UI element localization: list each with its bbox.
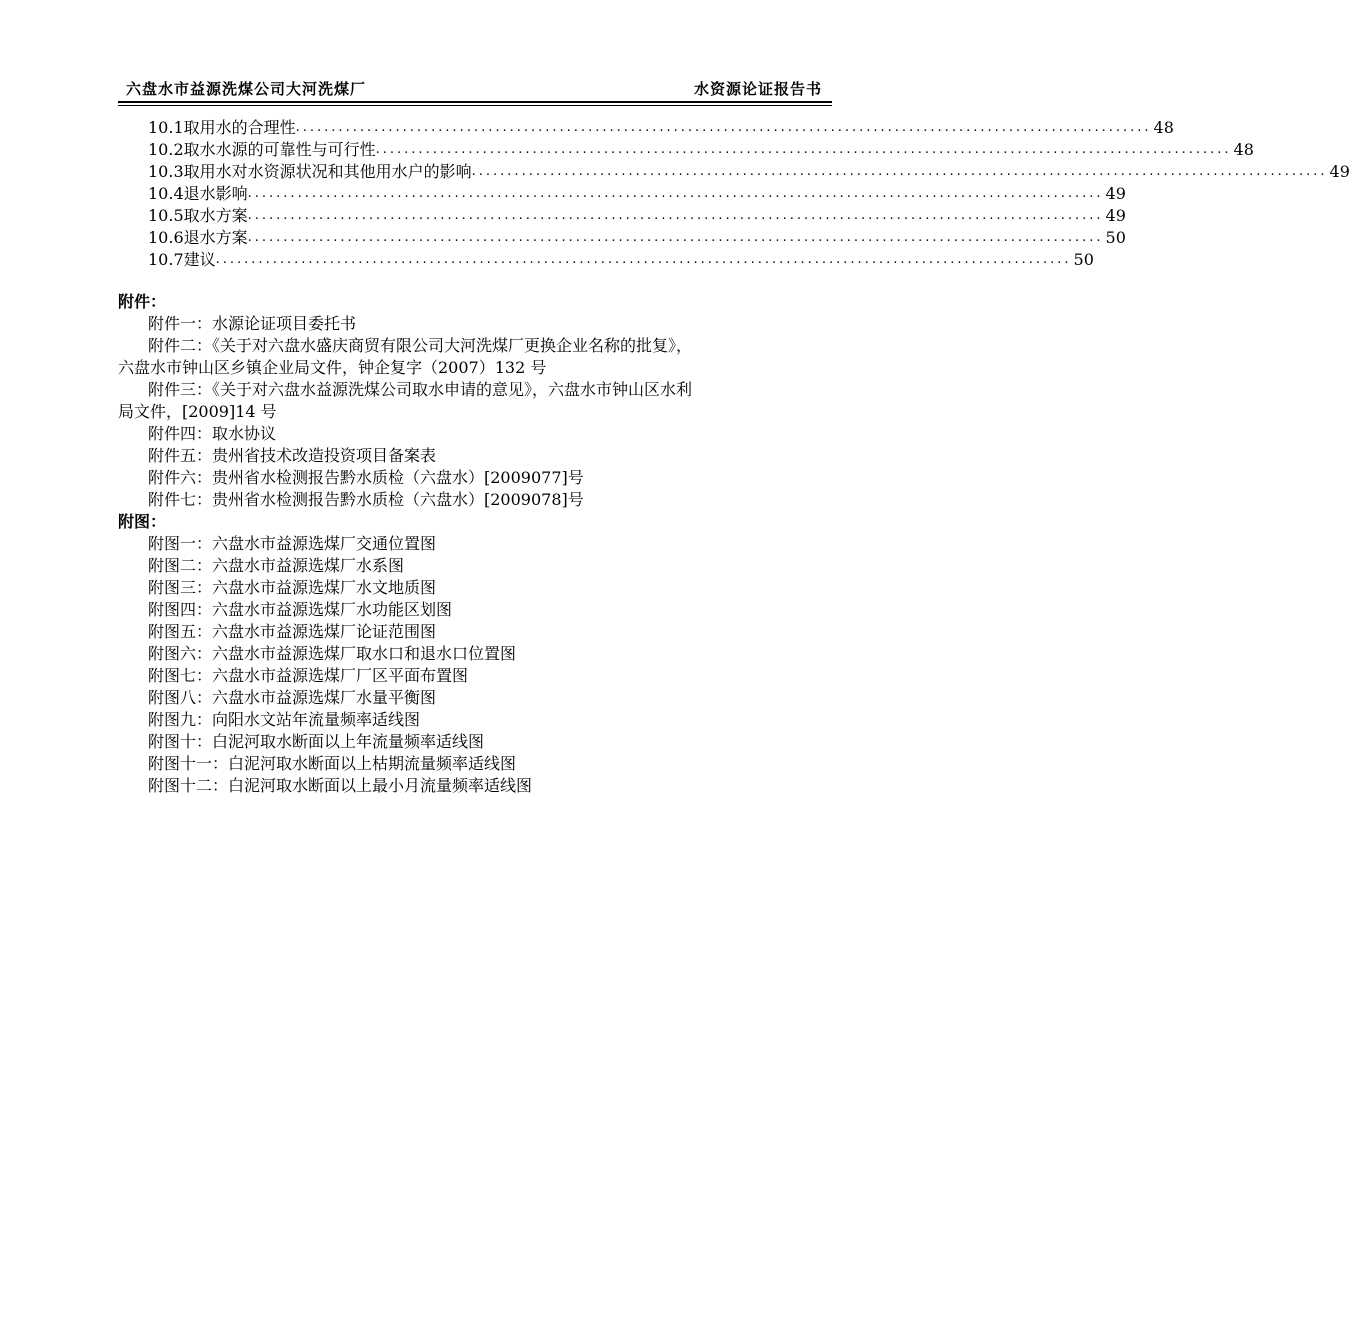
- toc-entry[interactable]: [148, 227, 1126, 249]
- toc-entry-title: 建议: [183, 250, 216, 269]
- toc-entry-title: 取水水源的可靠性与可行性: [183, 140, 376, 159]
- figure-line: 附图九：向阳水文站年流量频率适线图: [148, 710, 421, 729]
- figure-line: 附图八：六盘水市益源选煤厂水量平衡图: [148, 688, 437, 707]
- toc-entry-page: 49: [1329, 162, 1350, 181]
- page-header: [118, 74, 832, 100]
- toc-entry-title: 退水方案: [183, 228, 248, 247]
- toc-entry[interactable]: [148, 117, 1174, 139]
- toc-entry-leader: ........................................................................................................................: [295, 120, 1152, 135]
- header-rule-thin: [118, 105, 832, 106]
- figure-line: 附图四：六盘水市益源选煤厂水功能区划图: [148, 600, 453, 619]
- toc-entry-number: 10.5: [148, 206, 184, 225]
- toc-entry-leader: ........................................................................................................................: [247, 208, 1104, 223]
- figure-line: 附图三：六盘水市益源选煤厂水文地质图: [148, 578, 437, 597]
- figure-line: 附图二：六盘水市益源选煤厂水系图: [148, 556, 405, 575]
- table-of-contents: [148, 117, 1350, 271]
- toc-entry-page: 48: [1233, 140, 1254, 159]
- toc-entry[interactable]: [148, 205, 1126, 227]
- toc-entry-number: 10.6: [148, 228, 184, 247]
- attachment-line: 附件三：《关于对六盘水益源洗煤公司取水申请的意见》，六盘水市钟山区水利: [148, 380, 693, 399]
- toc-entry-number: 10.4: [148, 184, 184, 203]
- header-rule-thick: [118, 101, 832, 103]
- figure-line: 附图一：六盘水市益源选煤厂交通位置图: [148, 534, 437, 553]
- figure-line: 附图五：六盘水市益源选煤厂论证范围图: [148, 622, 437, 641]
- attachments-section: [118, 291, 832, 511]
- toc-entry[interactable]: [148, 183, 1126, 205]
- figure-line: 附图七：六盘水市益源选煤厂厂区平面布置图: [148, 666, 469, 685]
- toc-entry[interactable]: [148, 161, 1350, 183]
- toc-entry-page: 50: [1105, 228, 1126, 247]
- header-report-title: 水资源论证报告书: [693, 80, 822, 98]
- toc-entry-leader: ........................................................................................................................: [247, 186, 1104, 201]
- toc-entry[interactable]: [148, 139, 1254, 161]
- figure-line: 附图十二：白泥河取水断面以上最小月流量频率适线图: [148, 776, 533, 795]
- figure-line: 附图十：白泥河取水断面以上年流量频率适线图: [148, 732, 485, 751]
- figures-section: [118, 511, 832, 797]
- attachment-line: 附件七：贵州省水检测报告黔水质检（六盘水）[2009078]号: [148, 490, 584, 509]
- attachment-line: 附件一：水源论证项目委托书: [148, 314, 357, 333]
- toc-entry-leader: ........................................................................................................................: [375, 142, 1232, 157]
- attachment-line: 附件五：贵州省技术改造投资项目备案表: [148, 446, 437, 465]
- toc-entry-page: 50: [1073, 250, 1094, 269]
- attachment-line: 附件二：《关于对六盘水盛庆商贸有限公司大河洗煤厂更换企业名称的批复》，: [148, 336, 693, 355]
- figure-line: 附图六：六盘水市益源选煤厂取水口和退水口位置图: [148, 644, 517, 663]
- attachment-line: 附件四：取水协议: [148, 424, 277, 443]
- toc-entry-page: 48: [1153, 118, 1174, 137]
- toc-entry-number: 10.1: [148, 118, 184, 137]
- toc-entry-title: 退水影响: [183, 184, 248, 203]
- toc-entry-page: 49: [1105, 206, 1126, 225]
- attachment-line: 局文件，[2009]14 号: [118, 402, 277, 421]
- toc-entry-title: 取用水对水资源状况和其他用水户的影响: [183, 162, 472, 181]
- attachment-line: 附件六：贵州省水检测报告黔水质检（六盘水）[2009077]号: [148, 468, 584, 487]
- figures-heading: 附图：: [118, 512, 167, 531]
- toc-entry-number: 10.3: [148, 162, 184, 181]
- attachment-line: 六盘水市钟山区乡镇企业局文件，钟企复字（2007）132 号: [118, 358, 547, 377]
- toc-entry-title: 取水方案: [183, 206, 248, 225]
- attachments-heading: 附件：: [118, 292, 167, 311]
- toc-entry[interactable]: [148, 249, 1094, 271]
- header-company-name: 六盘水市益源洗煤公司大河洗煤厂: [126, 80, 367, 98]
- toc-entry-leader: ........................................................................................................................: [471, 164, 1328, 179]
- attachments-list: [118, 313, 832, 511]
- figures-list: [118, 533, 832, 797]
- toc-entry-leader: ........................................................................................................................: [247, 230, 1104, 245]
- toc-entry-number: 10.2: [148, 140, 184, 159]
- toc-entry-title: 取用水的合理性: [183, 118, 296, 137]
- toc-entry-page: 49: [1105, 184, 1126, 203]
- toc-entry-number: 10.7: [148, 250, 184, 269]
- figure-line: 附图十一：白泥河取水断面以上枯期流量频率适线图: [148, 754, 517, 773]
- toc-entry-leader: ........................................................................................................................: [215, 252, 1072, 267]
